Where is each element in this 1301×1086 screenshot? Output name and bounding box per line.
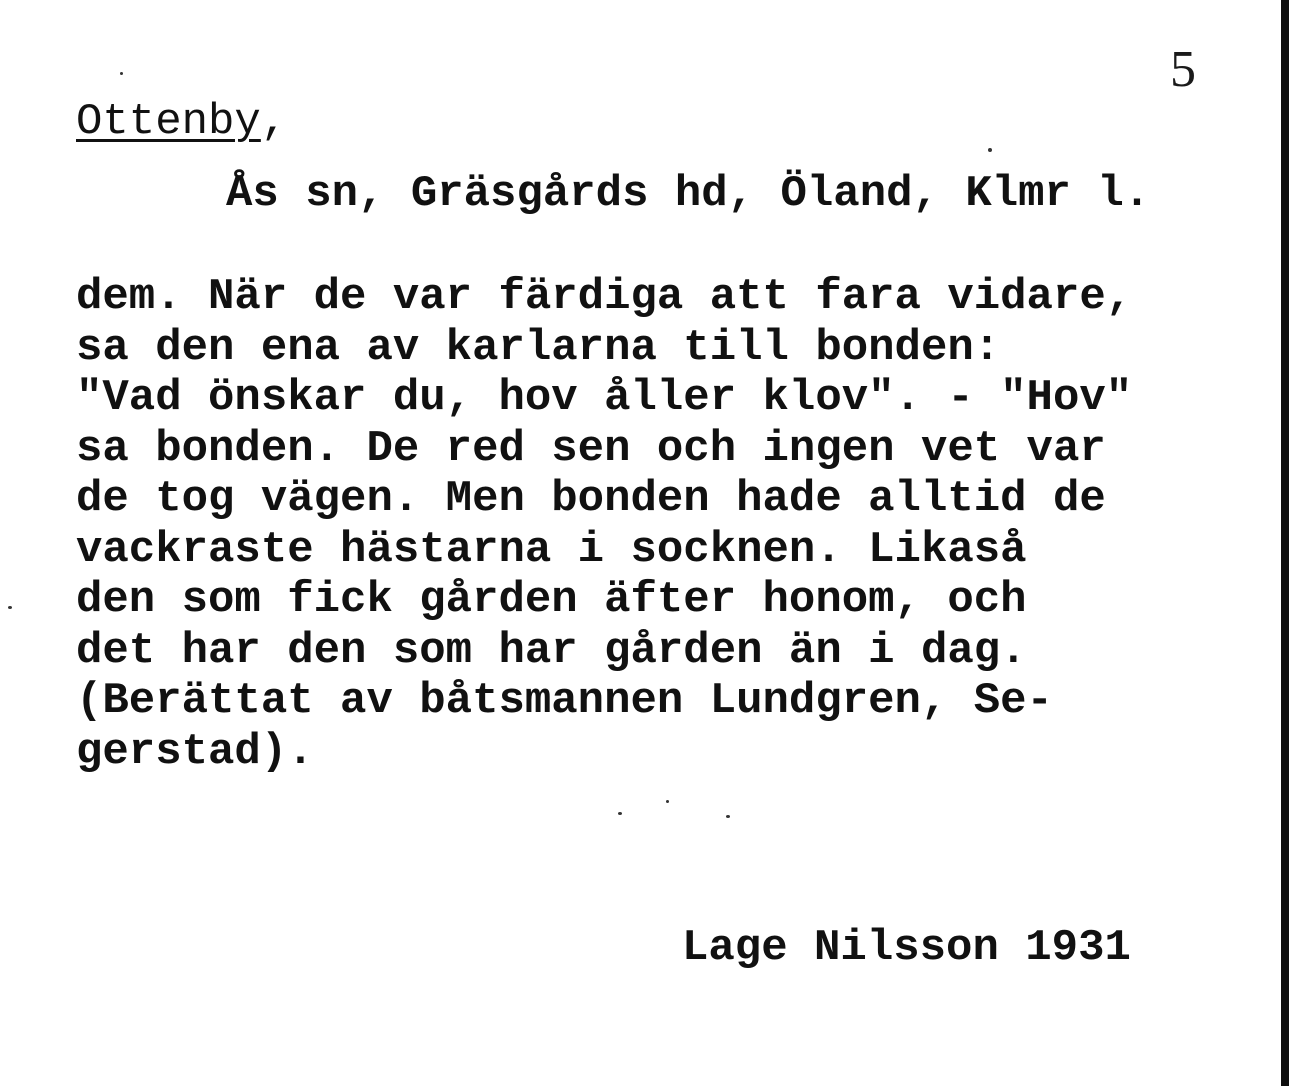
place-punct: , (260, 97, 288, 147)
card-edge-border (1281, 0, 1289, 1086)
location-line: Ås sn, Gräsgårds hd, Öland, Klmr l. (226, 169, 1151, 219)
body-line: "Vad önskar du, hov åller klov". - "Hov" (76, 373, 1133, 423)
body-line: de tog vägen. Men bonden hade alltid de (76, 474, 1106, 524)
scan-speck (988, 148, 992, 152)
body-line: dem. När de var färdiga att fara vidare, (76, 272, 1133, 322)
body-line: sa bonden. De red sen och ingen vet var (76, 423, 1106, 474)
scan-speck (8, 606, 12, 609)
scan-speck (120, 72, 123, 75)
place-title (76, 96, 287, 148)
body-line: (Berättat av båtsmannen Lundgren, Se- (76, 676, 1053, 726)
place-name: Ottenby (76, 97, 261, 147)
body-line: sa den ena av karlarna till bonden: (76, 322, 1001, 373)
scan-speck (666, 800, 669, 803)
signature: Lage Nilsson 1931 (682, 923, 1131, 973)
body-text (76, 272, 1276, 777)
body-line: den som fick gården äfter honom, och (76, 575, 1027, 625)
body-line: det har den som har gården än i dag. (76, 625, 1027, 676)
page-number: 5 (1170, 41, 1196, 98)
body-line: vackraste hästarna i socknen. Likaså (76, 524, 1027, 575)
scan-speck (726, 815, 730, 818)
scan-speck (618, 812, 622, 815)
body-line: gerstad). (76, 726, 314, 777)
